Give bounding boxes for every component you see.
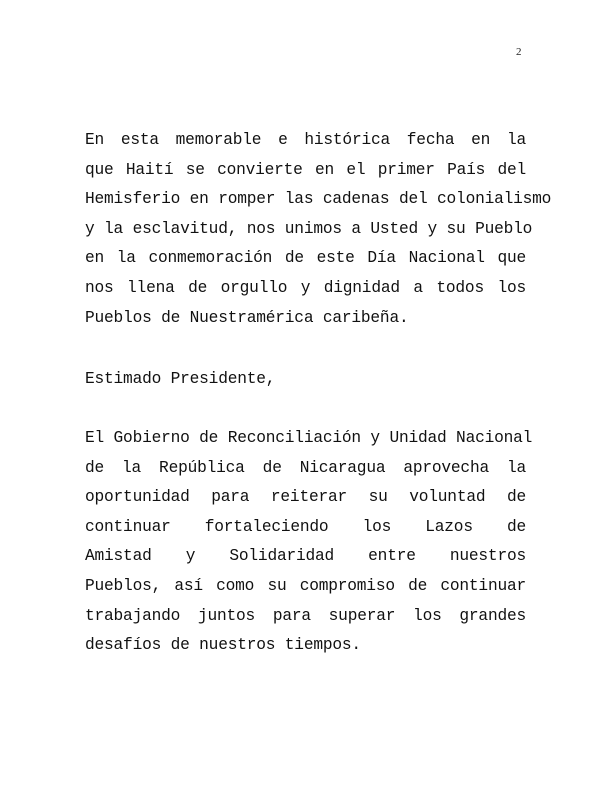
paragraph-line: Pueblos, así como su compromiso de continuar bbox=[85, 576, 526, 595]
paragraph-line: continuar fortaleciendo los Lazos de bbox=[85, 517, 526, 536]
paragraph-line: en la conmemoración de este Día Nacional que bbox=[85, 249, 526, 268]
paragraph-line: trabajando juntos para superar los grandes bbox=[85, 606, 526, 625]
paragraph-line: El Gobierno de Reconciliación y Unidad Nacional bbox=[85, 429, 533, 447]
paragraph-line: Amistad y Solidaridad entre nuestros bbox=[85, 547, 526, 566]
salutation-line: Estimado Presidente, bbox=[85, 370, 276, 388]
page-number: 2 bbox=[516, 46, 522, 58]
paragraph-line: Pueblos de Nuestramérica caribeña. bbox=[85, 308, 409, 327]
paragraph-line: En esta memorable e histórica fecha en la bbox=[85, 131, 526, 149]
paragraph-line: que Haití se convierte en el primer País del bbox=[85, 160, 526, 179]
paragraph-line: de la República de Nicaragua aprovecha la bbox=[85, 458, 526, 477]
paragraph-government bbox=[85, 424, 533, 661]
paragraph-commemoration bbox=[85, 126, 552, 333]
paragraph-line: nos llena de orgullo y dignidad a todos los bbox=[85, 278, 526, 297]
paragraph-line: Hemisferio en romper las cadenas del colonialismo bbox=[85, 190, 552, 209]
salutation bbox=[85, 365, 526, 395]
paragraph-line: oportunidad para reiterar su voluntad de bbox=[85, 488, 526, 507]
paragraph-line: y la esclavitud, nos unimos a Usted y su Pueblo bbox=[85, 219, 533, 238]
paragraph-line: desafíos de nuestros tiempos. bbox=[85, 636, 361, 655]
